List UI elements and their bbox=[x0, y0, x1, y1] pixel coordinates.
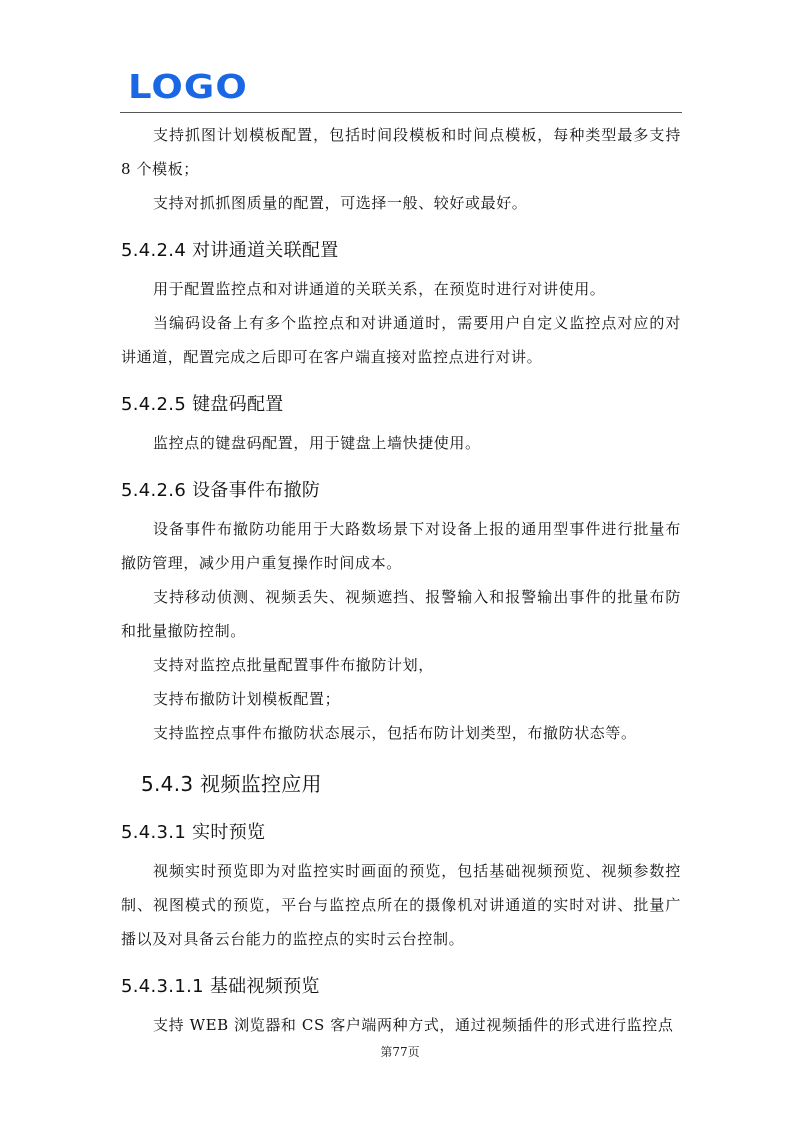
header-divider bbox=[120, 112, 682, 113]
paragraph: 支持布撤防计划模板配置； bbox=[153, 690, 341, 708]
logo: LOGO bbox=[128, 67, 248, 106]
section-heading-5-4-2-4: 5.4.2.4 对讲通道关联配置 bbox=[121, 240, 339, 261]
paragraph: 支持抓图计划模板配置，包括时间段模板和时间点模板，每种类型最多支持 8 个模板； bbox=[121, 126, 681, 178]
section-heading-5-4-2-5: 5.4.2.5 键盘码配置 bbox=[121, 394, 284, 415]
paragraph: 支持监控点事件布撤防状态展示，包括布防计划类型，布撤防状态等。 bbox=[153, 724, 637, 742]
paragraph: 支持 WEB 浏览器和 CS 客户端两种方式，通过视频插件的形式进行监控点 bbox=[153, 1016, 674, 1034]
paragraph: 视频实时预览即为对监控实时画面的预览，包括基础视频预览、视频参数控制、视图模式的预览，平台与监控点所在的摄像机对讲通道的实时对讲、批量广播以及对具备云台能力的监控点的实时云台控制。 bbox=[121, 862, 681, 948]
document-body bbox=[121, 118, 681, 1042]
section-heading-5-4-2-6: 5.4.2.6 设备事件布撤防 bbox=[121, 480, 321, 501]
paragraph: 设备事件布撤防功能用于大路数场景下对设备上报的通用型事件进行批量布撤防管理，减少用户重复操作时间成本。 bbox=[121, 520, 681, 572]
paragraph: 支持移动侦测、视频丢失、视频遮挡、报警输入和报警输出事件的批量布防和批量撤防控制。 bbox=[121, 588, 681, 640]
section-heading-5-4-3-1-1: 5.4.3.1.1 基础视频预览 bbox=[121, 976, 320, 997]
section-heading-5-4-3: 5.4.3 视频监控应用 bbox=[141, 772, 322, 796]
section-heading-5-4-3-1: 5.4.3.1 实时预览 bbox=[121, 822, 266, 843]
paragraph: 用于配置监控点和对讲通道的关联关系，在预览时进行对讲使用。 bbox=[153, 280, 606, 298]
paragraph: 支持对监控点批量配置事件布撤防计划， bbox=[153, 656, 434, 674]
paragraph: 支持对抓抓图质量的配置，可选择一般、较好或最好。 bbox=[153, 194, 528, 212]
paragraph: 当编码设备上有多个监控点和对讲通道时，需要用户自定义监控点对应的对讲通道，配置完成之后即可在客户端直接对监控点进行对讲。 bbox=[121, 314, 681, 366]
page-number: 第77页 bbox=[380, 1045, 420, 1059]
paragraph: 监控点的键盘码配置，用于键盘上墙快捷使用。 bbox=[153, 434, 481, 452]
